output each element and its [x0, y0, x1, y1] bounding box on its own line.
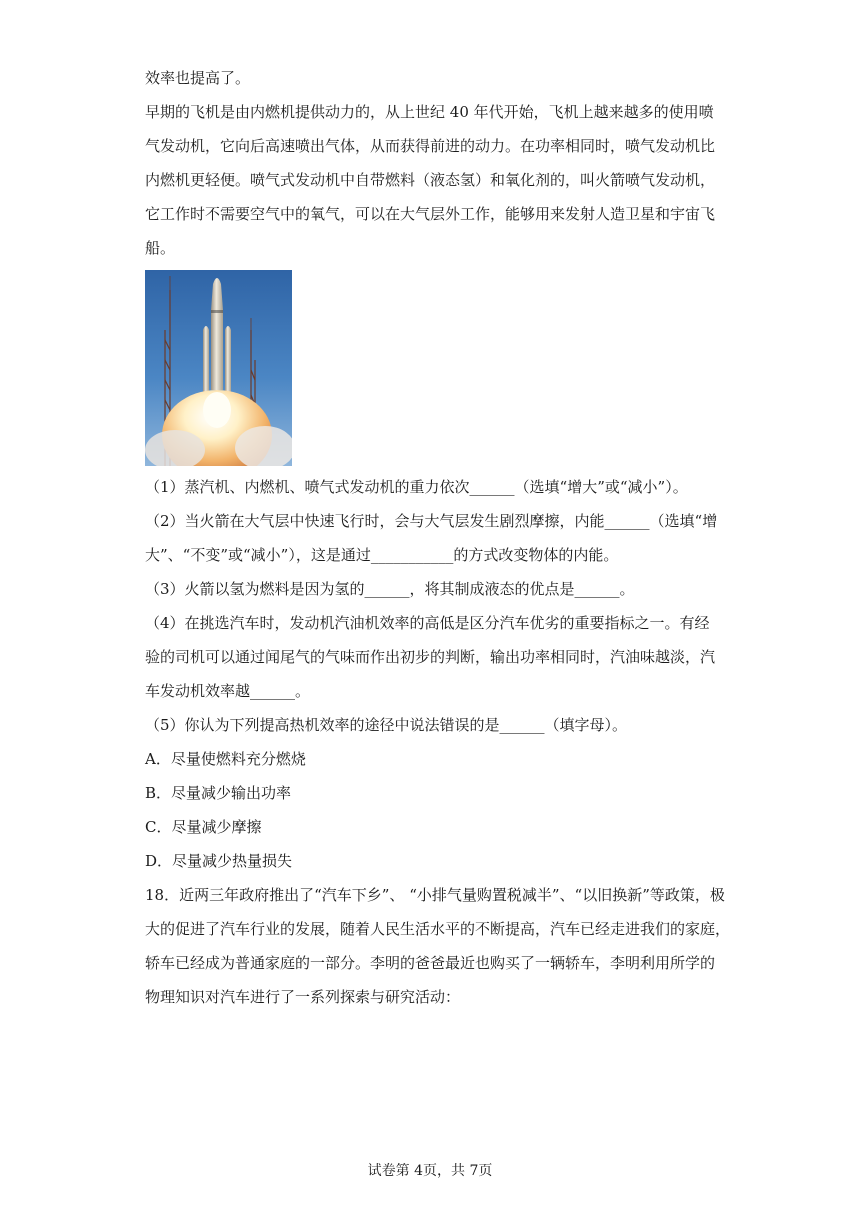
question-18-line: 18．近两三年政府推出了“汽车下乡”、 “小排气量购置税减半”、“以旧换新”等政策，极 [145, 886, 725, 904]
question-2-line-1: （2）当火箭在大气层中快速飞行时，会与大气层发生剧烈摩擦，内能______（选填“增 [145, 512, 718, 530]
question-4-line-2: 验的司机可以通过闻尾气的气味而作出初步的判断，输出功率相同时，汽油味越淡，汽 [145, 648, 716, 666]
option-d: D．尽量减少热量损失 [145, 852, 293, 870]
option-c: C．尽量减少摩擦 [145, 818, 262, 836]
text-line: 早期的飞机是由内燃机提供动力的，从上世纪 40 年代开始，飞机上越来越多的使用喷 [145, 103, 714, 121]
text-line: 内燃机更轻便。喷气式发动机中自带燃料（液态氢）和氧化剂的，叫火箭喷气发动机， [145, 171, 716, 189]
text-line: 它工作时不需要空气中的氧气，可以在大气层外工作，能够用来发射人造卫星和宇宙飞 [145, 205, 716, 223]
question-2-line-2: 大”、“不变”或“减小”），这是通过___________的方式改变物体的内能。 [145, 546, 619, 564]
question-18-line: 物理知识对汽车进行了一系列探索与研究活动： [145, 988, 461, 1006]
option-b: B．尽量减少输出功率 [145, 784, 292, 802]
text-line: 船。 [145, 239, 176, 257]
question-18-line: 轿车已经成为普通家庭的一部分。李明的爸爸最近也购买了一辆轿车，李明利用所学的 [145, 954, 716, 972]
question-3: （3）火箭以氢为燃料是因为氢的______，将其制成液态的优点是______。 [145, 580, 635, 598]
question-5: （5）你认为下列提高热机效率的途径中说法错误的是______（填字母）。 [145, 716, 628, 734]
question-18-line: 大的促进了汽车行业的发展，随着人民生活水平的不断提高，汽车已经走进我们的家庭， [145, 920, 731, 938]
question-1: （1）蒸汽机、内燃机、喷气式发动机的重力依次______（选填“增大”或“减小”）。 [145, 478, 688, 496]
question-4-line-1: （4）在挑选汽车时，发动机汽油机效率的高低是区分汽车优劣的重要指标之一。有经 [145, 614, 710, 632]
text-line: 效率也提高了。 [145, 69, 251, 87]
page-footer: 试卷第 4页，共 7页 [367, 1163, 493, 1179]
option-a: A．尽量使燃料充分燃烧 [145, 750, 306, 768]
text-line: 气发动机，它向后高速喷出气体，从而获得前进的动力。在功率相同时，喷气发动机比 [145, 137, 716, 155]
question-4-line-3: 车发动机效率越______。 [145, 682, 311, 700]
rocket-launch-image [145, 270, 292, 466]
